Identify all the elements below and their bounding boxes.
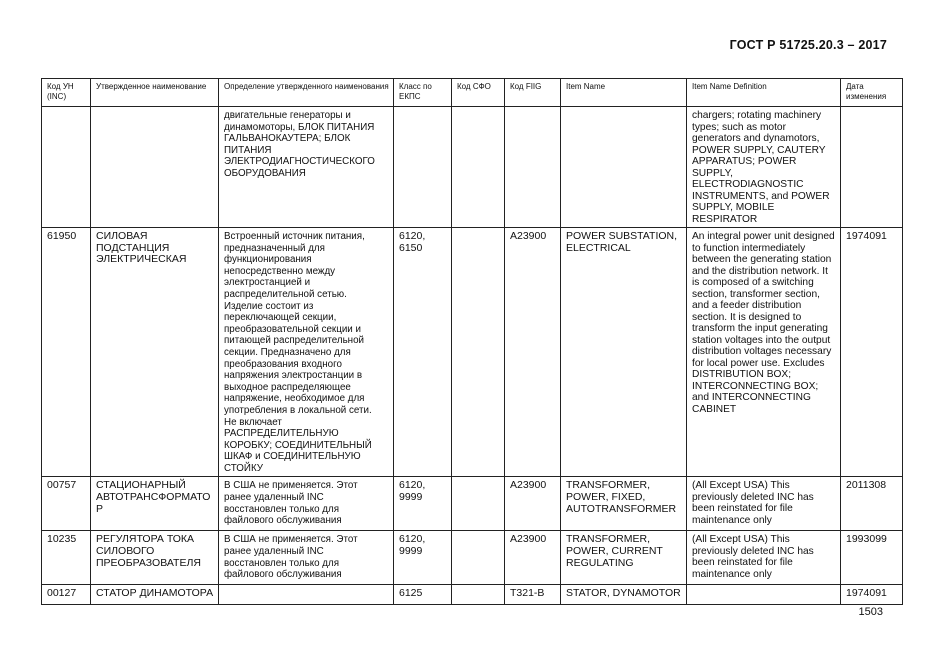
column-header-item-name: Item Name	[561, 79, 687, 107]
table-header	[42, 79, 903, 107]
definition-en-cell: (All Except USA) This previously deleted INC has been reinstated for file maintenance only	[687, 531, 841, 585]
item-name-cell: STATOR, DYNAMOTOR	[561, 585, 687, 605]
sfo-cell	[452, 531, 505, 585]
sfo-cell	[452, 107, 505, 228]
column-header-item-definition: Item Name Definition	[687, 79, 841, 107]
definition-ru-cell	[219, 585, 394, 605]
table-row	[42, 531, 903, 585]
inc-cell: 10235	[42, 531, 91, 585]
name-ru-cell	[91, 107, 219, 228]
column-header-sfo: Код СФО	[452, 79, 505, 107]
class-cell: 6120, 6150	[394, 228, 452, 477]
column-header-approved-name: Утвержденное наименование	[91, 79, 219, 107]
sfo-cell	[452, 477, 505, 531]
page-number: 1503	[858, 606, 883, 618]
name-ru-cell: СТАЦИОНАРНЫЙ АВТОТРАНСФОРМАТО Р	[91, 477, 219, 531]
column-header-fiig: Код FIIG	[505, 79, 561, 107]
class-cell: 6125	[394, 585, 452, 605]
class-cell: 6120, 9999	[394, 477, 452, 531]
definition-en-cell: chargers; rotating machinery types; such as motor generators and dynamotors, POWER SUPPLY, CAUTERY APPARATUS; POWER SUPPLY, ELECTRODIAGNOSTIC INSTRUMENTS, and POWER SUPPLY, MOBILE RESPIRATOR	[687, 107, 841, 228]
class-cell: 6120, 9999	[394, 531, 452, 585]
document-header: ГОСТ Р 51725.20.3 – 2017	[729, 38, 887, 52]
table-row	[42, 107, 903, 228]
inc-cell: 00757	[42, 477, 91, 531]
column-header-approved-definition: Определение утвержденного наименования	[219, 79, 394, 107]
date-cell: 2011308	[841, 477, 903, 531]
sfo-cell	[452, 585, 505, 605]
definition-en-cell	[687, 585, 841, 605]
fiig-cell: A23900	[505, 477, 561, 531]
table-row	[42, 228, 903, 477]
item-name-cell: TRANSFORMER, POWER, FIXED, AUTOTRANSFORMER	[561, 477, 687, 531]
column-header-class: Класс по ЕКПС	[394, 79, 452, 107]
name-ru-cell: СТАТОР ДИНАМОТОРА	[91, 585, 219, 605]
column-header-inc: Код УН (INC)	[42, 79, 91, 107]
date-cell: 1974091	[841, 585, 903, 605]
date-cell: 1974091	[841, 228, 903, 477]
nomenclature-table	[41, 78, 903, 605]
inc-cell	[42, 107, 91, 228]
fiig-cell: A23900	[505, 531, 561, 585]
inc-cell: 61950	[42, 228, 91, 477]
definition-en-cell: (All Except USA) This previously deleted INC has been reinstated for file maintenance only	[687, 477, 841, 531]
definition-ru-cell: В США не применяется. Этот ранее удаленный INC восстановлен только для файлового обслуживания	[219, 477, 394, 531]
inc-cell: 00127	[42, 585, 91, 605]
date-cell: 1993099	[841, 531, 903, 585]
name-ru-cell: РЕГУЛЯТОРА ТОКА СИЛОВОГО ПРЕОБРАЗОВАТЕЛЯ	[91, 531, 219, 585]
item-name-cell: TRANSFORMER, POWER, CURRENT REGULATING	[561, 531, 687, 585]
date-cell	[841, 107, 903, 228]
fiig-cell	[505, 107, 561, 228]
definition-en-cell: An integral power unit designed to function intermediately between the generating station and the distribution network. It is composed of a switching section, transformer section, and a feeder distribution section. It is designed to transform the input generating station voltages into the output distribution voltages necessary for local power use. Excludes DISTRIBUTION BOX; INTERCONNECTING BOX; and INTERCONNECTING CABINET	[687, 228, 841, 477]
fiig-cell: T321-B	[505, 585, 561, 605]
definition-ru-cell: двигательные генераторы и динамомоторы, БЛОК ПИТАНИЯ ГАЛЬВАНОКАУТЕРА; БЛОК ПИТАНИЯ ЭЛЕКТРОДИАГНОСТИЧЕСКОГО ОБОРУДОВАНИЯ	[219, 107, 394, 228]
definition-ru-cell: Встроенный источник питания, предназначенный для функционирования непосредственно между электростанцией и распределительной сетью. Изделие состоит из переключающей секции, преобразовательной секции и питающей распределительной секции. Предназначено для преобразования входного напряжения электростанции в выходное распределяющее напряжение, необходимое для употребления в локальной сети. Не включает РАСПРЕДЕЛИТЕЛЬНУЮ КОРОБКУ; СОЕДИНИТЕЛЬНЫЙ ШКАФ и СОЕДИНИТЕЛЬНУЮ СТОЙКУ	[219, 228, 394, 477]
sfo-cell	[452, 228, 505, 477]
definition-ru-cell: В США не применяется. Этот ранее удаленный INC восстановлен только для файлового обслуживания	[219, 531, 394, 585]
class-cell	[394, 107, 452, 228]
table-row	[42, 585, 903, 605]
column-header-change-date: Дата изменения	[841, 79, 903, 107]
name-ru-cell: СИЛОВАЯ ПОДСТАНЦИЯ ЭЛЕКТРИЧЕСКАЯ	[91, 228, 219, 477]
item-name-cell	[561, 107, 687, 228]
table-row	[42, 477, 903, 531]
fiig-cell: A23900	[505, 228, 561, 477]
item-name-cell: POWER SUBSTATION, ELECTRICAL	[561, 228, 687, 477]
